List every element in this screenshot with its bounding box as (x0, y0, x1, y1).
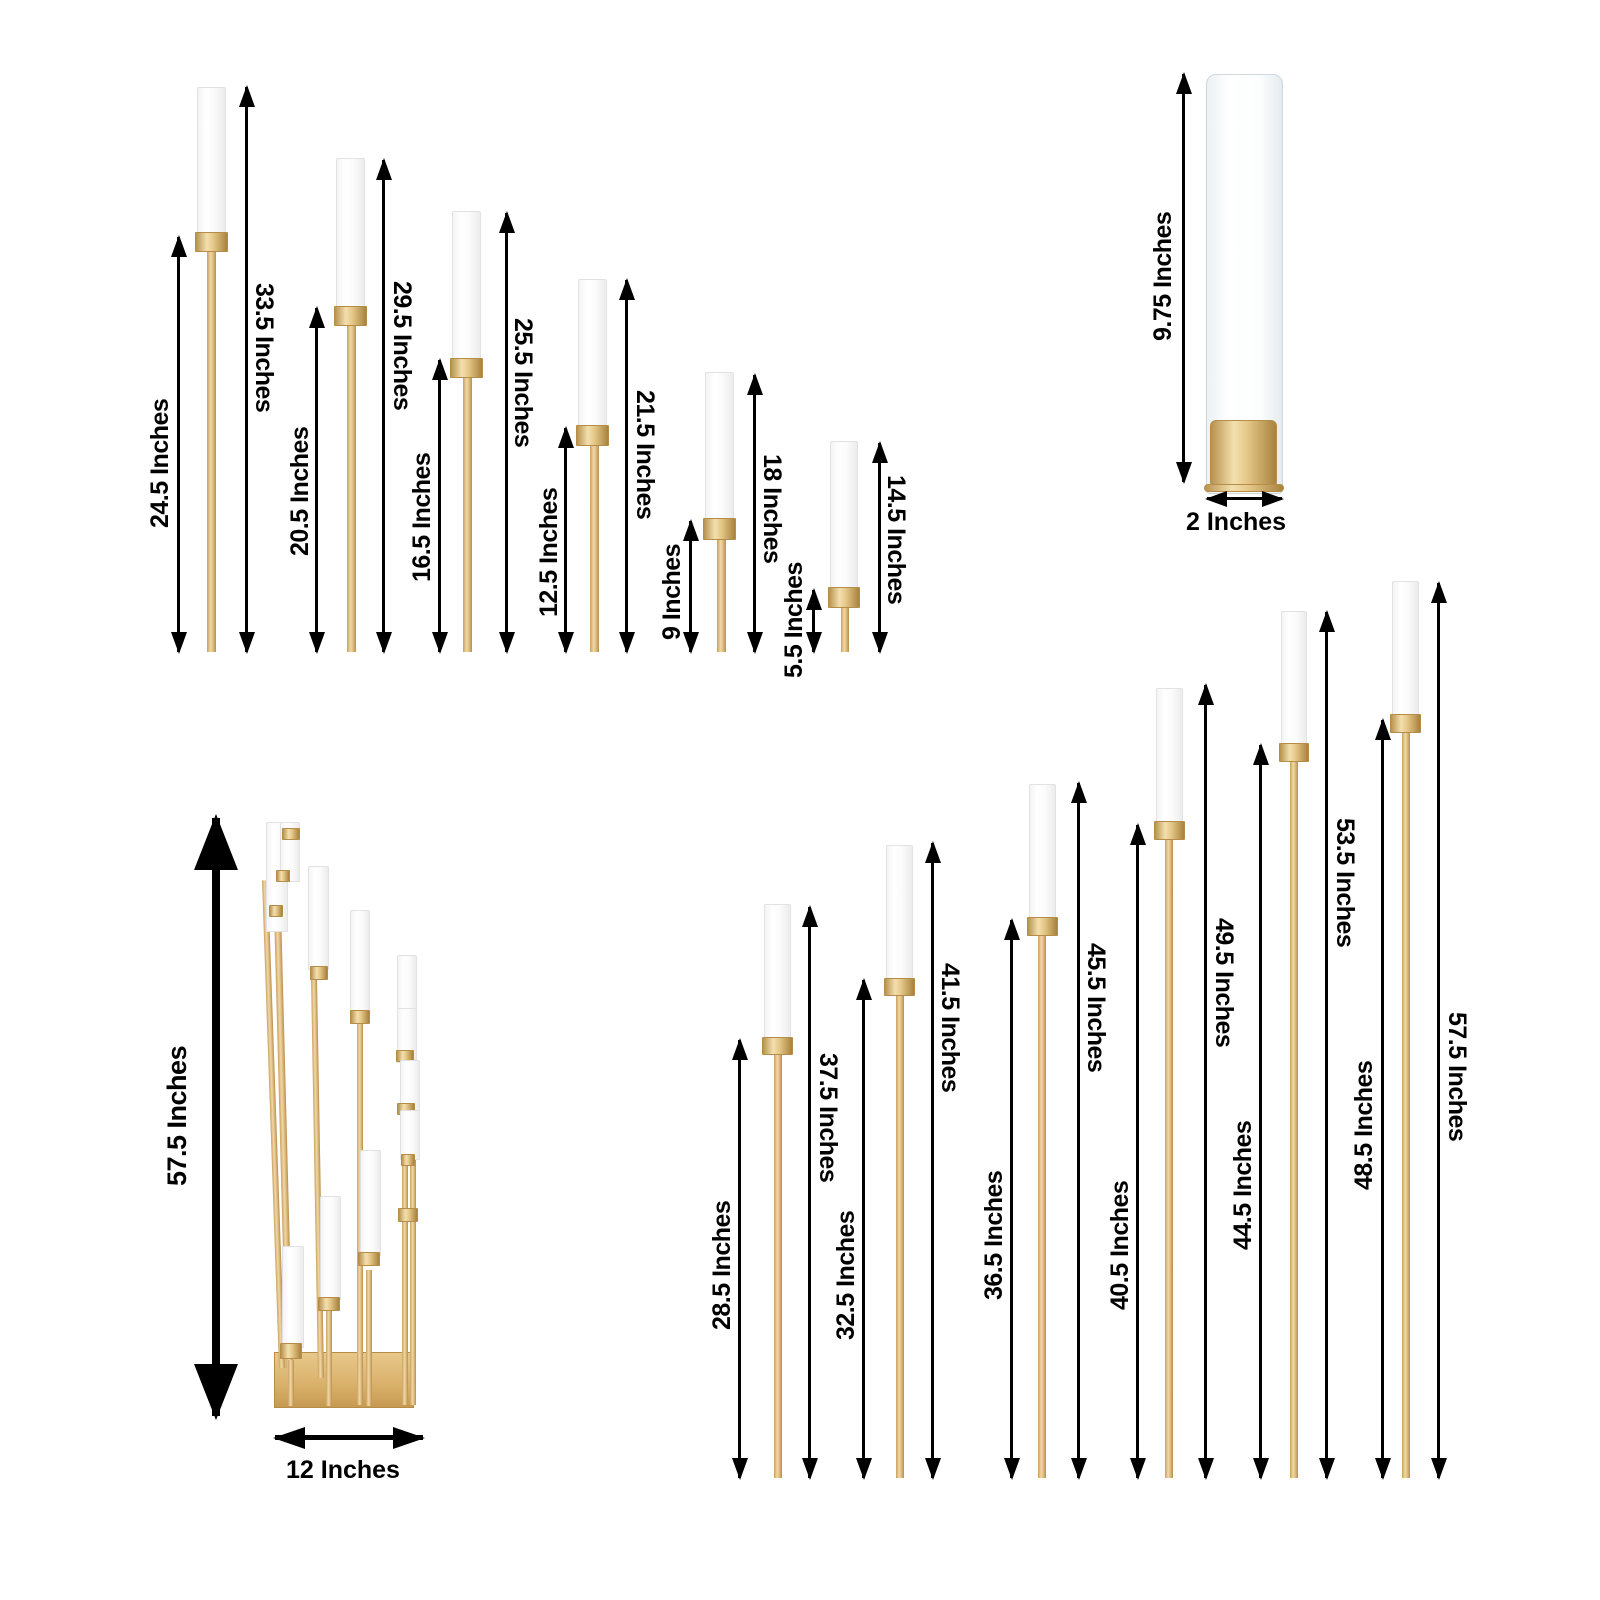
holder-height-arrow (738, 1040, 741, 1478)
total-height-label: 29.5 Inches (388, 281, 416, 411)
gold-rod (326, 1310, 332, 1406)
gold-rod (1402, 733, 1410, 1478)
glass-tube (452, 211, 481, 360)
gold-collar (401, 1154, 415, 1166)
total-height-arrow (753, 375, 756, 652)
glass-tube (830, 441, 858, 589)
total-height-arrow (1437, 583, 1440, 1478)
chimney-height-arrow (1182, 74, 1185, 482)
gold-collar (269, 905, 283, 917)
gold-rod (207, 252, 216, 652)
glass-tube (197, 87, 226, 234)
holder-height-arrow (1010, 920, 1013, 1478)
gold-rod (717, 540, 726, 652)
total-height-arrow (625, 280, 628, 652)
holder-height-label: 40.5 Inches (1106, 1180, 1134, 1310)
total-height-label: 45.5 Inches (1082, 943, 1110, 1073)
gold-collar (1279, 743, 1309, 762)
glass-tube (400, 1110, 420, 1160)
gold-collar (310, 966, 328, 980)
holder-height-arrow (438, 360, 441, 652)
total-height-label: 57.5 Inches (1443, 1012, 1471, 1142)
gold-collar (1027, 917, 1058, 936)
gold-rod (288, 1360, 294, 1406)
gold-collar (358, 1252, 380, 1266)
gold-collar (576, 425, 609, 446)
gold-base-plate (274, 1352, 414, 1408)
holder-height-label: 5.5 Inches (780, 562, 808, 678)
gold-collar (282, 828, 300, 840)
holder-height-arrow (1381, 720, 1384, 1478)
holder-height-label: 20.5 Inches (286, 426, 314, 556)
gold-rod (1038, 936, 1046, 1478)
total-height-arrow (245, 87, 248, 652)
gold-collar (884, 978, 915, 996)
gold-collar (1154, 821, 1185, 840)
total-height-arrow (931, 843, 934, 1478)
total-height-label: 21.5 Inches (631, 390, 659, 520)
total-height-arrow (1077, 783, 1080, 1478)
gold-rod (347, 326, 356, 652)
holder-height-arrow (177, 237, 180, 652)
glass-tube (360, 1150, 381, 1256)
total-height-label: 33.5 Inches (250, 283, 278, 413)
gold-collar (195, 232, 228, 252)
gold-collar (280, 1343, 302, 1359)
holder-height-arrow (315, 308, 318, 652)
holder-height-arrow (862, 980, 865, 1478)
gold-collar (318, 1297, 340, 1311)
gold-collar (828, 587, 860, 608)
glass-tube (1156, 688, 1183, 823)
gold-collar (350, 1010, 370, 1024)
gold-rod (1290, 762, 1298, 1478)
gold-rod (463, 378, 472, 652)
glass-tube (1392, 581, 1419, 716)
glass-tube (705, 372, 734, 520)
glass-tube (1281, 611, 1307, 745)
total-height-arrow (1204, 685, 1207, 1478)
total-height-label: 49.5 Inches (1210, 918, 1238, 1048)
glass-tube (308, 866, 329, 970)
base-width-label: 12 Inches (286, 1456, 400, 1484)
total-height-label: 37.5 Inches (814, 1053, 842, 1183)
assembled-height-label: 57.5 Inches (162, 1045, 192, 1186)
gold-collar (398, 1208, 418, 1222)
gold-collar (276, 870, 290, 882)
total-height-arrow (505, 213, 508, 652)
base-width-arrow (275, 1435, 423, 1440)
holder-height-label: 48.5 Inches (1350, 1060, 1378, 1190)
total-height-label: 53.5 Inches (1331, 818, 1359, 948)
chimney-height-label: 9.75 Inches (1149, 211, 1177, 341)
holder-height-arrow (564, 428, 567, 652)
glass-tube (320, 1196, 341, 1300)
gold-collar (334, 306, 367, 326)
glass-tube (578, 279, 607, 427)
total-height-label: 14.5 Inches (882, 475, 910, 605)
holder-height-arrow (1259, 745, 1262, 1478)
holder-height-label: 32.5 Inches (832, 1210, 860, 1340)
holder-height-arrow (812, 590, 815, 652)
chimney-diameter-label: 2 Inches (1186, 508, 1287, 536)
holder-height-label: 24.5 Inches (146, 398, 174, 528)
total-height-label: 41.5 Inches (936, 963, 964, 1093)
holder-height-label: 36.5 Inches (980, 1170, 1008, 1300)
gold-rod (774, 1055, 782, 1478)
glass-tube (336, 158, 365, 308)
glass-tube (282, 1246, 304, 1348)
gold-rod (841, 608, 849, 652)
glass-tube (764, 904, 791, 1039)
total-height-arrow (382, 160, 385, 652)
gold-collar (762, 1037, 793, 1055)
holder-height-arrow (689, 521, 692, 652)
holder-height-label: 44.5 Inches (1229, 1120, 1257, 1250)
gold-collar (703, 518, 736, 540)
total-height-arrow (1325, 612, 1328, 1478)
gold-rod (311, 978, 324, 1378)
holder-height-label: 12.5 Inches (535, 487, 563, 617)
total-height-label: 18 Inches (758, 454, 786, 564)
gold-rod (896, 996, 904, 1478)
holder-height-label: 16.5 Inches (408, 452, 436, 582)
holder-height-label: 9 Inches (658, 543, 686, 640)
chimney-diameter-arrow (1207, 497, 1282, 500)
total-height-arrow (878, 443, 881, 652)
gold-collar (1390, 714, 1421, 733)
glass-tube (886, 845, 913, 980)
gold-rod (366, 1270, 372, 1406)
glass-tube (1029, 784, 1056, 919)
total-height-arrow (808, 907, 811, 1478)
holder-height-arrow (1136, 825, 1139, 1478)
glass-tube (350, 910, 370, 1014)
holder-height-label: 28.5 Inches (708, 1200, 736, 1330)
gold-rod (590, 446, 599, 652)
total-height-label: 25.5 Inches (509, 318, 537, 448)
gold-collar (450, 358, 483, 378)
gold-rod (1165, 840, 1173, 1478)
assembled-height-arrow (212, 818, 220, 1416)
gold-candle-cup (1210, 420, 1277, 488)
